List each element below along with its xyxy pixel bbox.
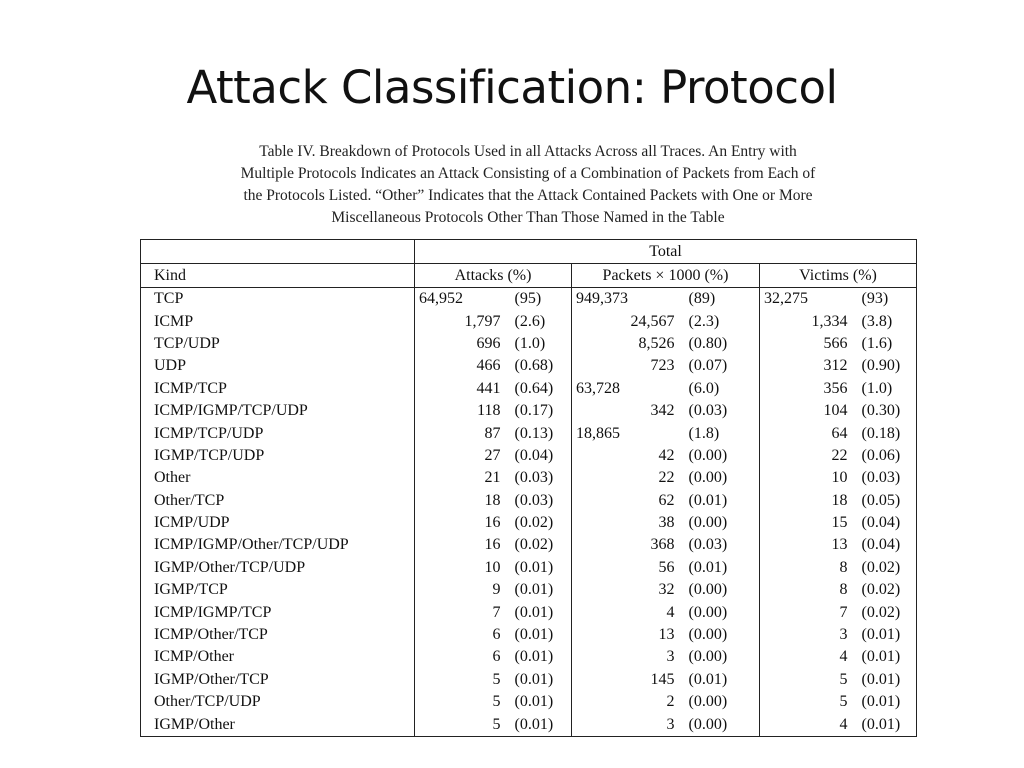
cell-victims: 4 — [760, 646, 852, 668]
cell-attacks: 21 — [415, 467, 505, 489]
cell-kind: Other/TCP/UDP — [154, 693, 261, 711]
cell-attacks: 9 — [415, 579, 505, 601]
cell-victims-pct: (93) — [861, 290, 889, 308]
cell-attacks-pct: (0.01) — [514, 670, 554, 688]
cell-kind: ICMP — [154, 312, 194, 330]
caption-line-4: Miscellaneous Protocols Other Than Those Named in the Table — [331, 209, 725, 226]
cell-kind: ICMP/Other/TCP — [154, 626, 268, 644]
table-row — [141, 355, 917, 377]
cell-attacks: 16 — [415, 512, 505, 534]
cell-packets-pct: (2.3) — [688, 312, 720, 330]
cell-attacks: 118 — [415, 400, 505, 422]
header-victims: Victims (%) — [760, 264, 917, 288]
cell-victims-pct: (0.06) — [861, 446, 901, 464]
slide-title: Attack Classification: Protocol — [186, 61, 838, 114]
table-row — [141, 422, 917, 444]
cell-kind: IGMP/TCP — [154, 581, 228, 599]
cell-packets: 62 — [572, 490, 679, 512]
header-attacks: Attacks (%) — [415, 264, 572, 288]
table-row — [141, 691, 917, 713]
cell-victims-pct: (0.04) — [861, 514, 901, 532]
cell-victims: 64 — [760, 422, 852, 444]
cell-packets-pct: (0.00) — [688, 626, 728, 644]
caption-line-1: Table IV. Breakdown of Protocols Used in all Attacks Across all Traces. An Entry with — [259, 143, 797, 160]
cell-attacks-pct: (1.0) — [514, 334, 546, 352]
cell-victims: 356 — [760, 378, 852, 400]
cell-kind: IGMP/TCP/UDP — [154, 446, 265, 464]
cell-packets-pct: (89) — [688, 290, 716, 308]
cell-packets-pct: (0.07) — [688, 357, 728, 375]
table-row — [141, 601, 917, 623]
cell-victims-pct: (1.0) — [861, 379, 893, 397]
cell-kind: ICMP/IGMP/TCP — [154, 603, 272, 621]
cell-victims-pct: (1.6) — [861, 334, 893, 352]
cell-attacks-pct: (0.68) — [514, 357, 554, 375]
cell-attacks: 87 — [415, 422, 505, 444]
table-row — [141, 713, 917, 736]
cell-victims-pct: (0.02) — [861, 581, 901, 599]
cell-attacks: 27 — [415, 445, 505, 467]
cell-attacks: 10 — [415, 557, 505, 579]
cell-victims: 32,275 — [760, 288, 852, 311]
cell-victims-pct: (0.01) — [861, 670, 901, 688]
cell-attacks-pct: (95) — [514, 290, 542, 308]
cell-attacks: 441 — [415, 378, 505, 400]
cell-packets: 949,373 — [572, 288, 679, 311]
table-caption — [140, 141, 916, 229]
cell-attacks-pct: (0.01) — [514, 558, 554, 576]
table-row — [141, 490, 917, 512]
cell-victims: 15 — [760, 512, 852, 534]
cell-victims-pct: (0.05) — [861, 491, 901, 509]
cell-attacks-pct: (0.01) — [514, 693, 554, 711]
table-row — [141, 310, 917, 332]
cell-victims: 18 — [760, 490, 852, 512]
cell-packets-pct: (6.0) — [688, 379, 720, 397]
cell-attacks-pct: (0.02) — [514, 514, 554, 532]
cell-attacks-pct: (0.01) — [514, 581, 554, 599]
group-header-row — [141, 240, 917, 264]
cell-victims-pct: (0.30) — [861, 402, 901, 420]
cell-victims-pct: (0.02) — [861, 558, 901, 576]
cell-kind: ICMP/IGMP/Other/TCP/UDP — [154, 536, 349, 554]
cell-victims-pct: (0.01) — [861, 626, 901, 644]
cell-packets-pct: (0.00) — [688, 715, 728, 733]
table-row — [141, 557, 917, 579]
table-row — [141, 646, 917, 668]
cell-packets-pct: (0.00) — [688, 581, 728, 599]
cell-packets-pct: (0.00) — [688, 648, 728, 666]
cell-packets-pct: (0.00) — [688, 514, 728, 532]
cell-packets: 368 — [572, 534, 679, 556]
cell-kind: Other — [154, 469, 191, 487]
cell-victims: 3 — [760, 624, 852, 646]
cell-victims: 13 — [760, 534, 852, 556]
cell-packets: 342 — [572, 400, 679, 422]
cell-attacks-pct: (0.01) — [514, 626, 554, 644]
header-total: Total — [415, 240, 917, 264]
table-row — [141, 445, 917, 467]
caption-line-2: Multiple Protocols Indicates an Attack Consisting of a Combination of Packets from Each of — [240, 165, 816, 182]
cell-packets: 2 — [572, 691, 679, 713]
cell-victims: 10 — [760, 467, 852, 489]
cell-attacks: 5 — [415, 691, 505, 713]
cell-victims-pct: (0.01) — [861, 693, 901, 711]
cell-packets-pct: (0.80) — [688, 334, 728, 352]
table-body — [141, 288, 917, 737]
cell-attacks-pct: (2.6) — [514, 312, 546, 330]
cell-attacks: 16 — [415, 534, 505, 556]
cell-attacks-pct: (0.04) — [514, 446, 554, 464]
cell-victims-pct: (0.01) — [861, 715, 901, 733]
table-row — [141, 378, 917, 400]
cell-attacks-pct: (0.64) — [514, 379, 554, 397]
cell-kind: ICMP/UDP — [154, 514, 230, 532]
cell-attacks-pct: (0.03) — [514, 491, 554, 509]
cell-attacks: 696 — [415, 333, 505, 355]
cell-packets: 63,728 — [572, 378, 679, 400]
cell-attacks: 18 — [415, 490, 505, 512]
table-row — [141, 534, 917, 556]
cell-packets-pct: (0.03) — [688, 402, 728, 420]
cell-victims: 312 — [760, 355, 852, 377]
table-row — [141, 400, 917, 422]
table-row — [141, 467, 917, 489]
cell-packets: 3 — [572, 646, 679, 668]
cell-kind: IGMP/Other/TCP — [154, 670, 269, 688]
cell-packets: 18,865 — [572, 422, 679, 444]
cell-victims-pct: (0.90) — [861, 357, 901, 375]
cell-victims-pct: (0.04) — [861, 536, 901, 554]
table-row — [141, 579, 917, 601]
cell-packets: 24,567 — [572, 310, 679, 332]
cell-packets: 723 — [572, 355, 679, 377]
cell-kind: UDP — [154, 357, 187, 375]
cell-kind: IGMP/Other/TCP/UDP — [154, 558, 306, 576]
cell-victims: 1,334 — [760, 310, 852, 332]
cell-packets: 4 — [572, 601, 679, 623]
cell-kind: ICMP/Other — [154, 648, 234, 666]
cell-victims: 7 — [760, 601, 852, 623]
cell-packets-pct: (1.8) — [688, 424, 720, 442]
cell-packets-pct: (0.01) — [688, 491, 728, 509]
cell-packets: 8,526 — [572, 333, 679, 355]
cell-attacks-pct: (0.01) — [514, 603, 554, 621]
cell-victims-pct: (0.18) — [861, 424, 901, 442]
cell-attacks: 7 — [415, 601, 505, 623]
table-row — [141, 624, 917, 646]
cell-attacks-pct: (0.01) — [514, 648, 554, 666]
header-kind: Kind — [141, 264, 415, 288]
cell-attacks-pct: (0.17) — [514, 402, 554, 420]
cell-victims: 104 — [760, 400, 852, 422]
cell-victims: 8 — [760, 579, 852, 601]
cell-attacks: 6 — [415, 624, 505, 646]
cell-packets: 13 — [572, 624, 679, 646]
cell-kind: ICMP/TCP/UDP — [154, 424, 264, 442]
cell-packets-pct: (0.01) — [688, 558, 728, 576]
cell-packets-pct: (0.00) — [688, 693, 728, 711]
table-row — [141, 669, 917, 691]
cell-victims: 4 — [760, 713, 852, 736]
cell-packets-pct: (0.01) — [688, 670, 728, 688]
cell-attacks-pct: (0.01) — [514, 715, 554, 733]
protocol-table — [140, 239, 917, 737]
cell-attacks-pct: (0.02) — [514, 536, 554, 554]
cell-attacks: 5 — [415, 713, 505, 736]
cell-packets-pct: (0.00) — [688, 446, 728, 464]
cell-packets: 3 — [572, 713, 679, 736]
cell-victims: 566 — [760, 333, 852, 355]
cell-packets-pct: (0.00) — [688, 603, 728, 621]
cell-attacks-pct: (0.03) — [514, 469, 554, 487]
cell-packets-pct: (0.00) — [688, 469, 728, 487]
header-blank — [141, 240, 415, 264]
cell-victims-pct: (0.01) — [861, 648, 901, 666]
cell-victims: 5 — [760, 691, 852, 713]
cell-kind: TCP — [154, 290, 184, 308]
cell-kind: ICMP/IGMP/TCP/UDP — [154, 402, 308, 420]
cell-attacks: 5 — [415, 669, 505, 691]
cell-victims-pct: (0.02) — [861, 603, 901, 621]
cell-packets: 56 — [572, 557, 679, 579]
cell-victims: 5 — [760, 669, 852, 691]
header-packets: Packets × 1000 (%) — [572, 264, 760, 288]
cell-packets: 22 — [572, 467, 679, 489]
cell-victims-pct: (0.03) — [861, 469, 901, 487]
cell-kind: Other/TCP — [154, 491, 225, 509]
table-row — [141, 333, 917, 355]
cell-packets: 42 — [572, 445, 679, 467]
cell-attacks: 1,797 — [415, 310, 505, 332]
cell-packets: 38 — [572, 512, 679, 534]
cell-kind: TCP/UDP — [154, 334, 220, 352]
cell-attacks-pct: (0.13) — [514, 424, 554, 442]
cell-packets-pct: (0.03) — [688, 536, 728, 554]
cell-victims-pct: (3.8) — [861, 312, 893, 330]
column-header-row — [141, 264, 917, 288]
cell-attacks: 466 — [415, 355, 505, 377]
cell-packets: 32 — [572, 579, 679, 601]
table-row — [141, 288, 917, 311]
cell-victims: 22 — [760, 445, 852, 467]
cell-victims: 8 — [760, 557, 852, 579]
cell-kind: IGMP/Other — [154, 715, 235, 733]
cell-packets: 145 — [572, 669, 679, 691]
cell-kind: ICMP/TCP — [154, 379, 227, 397]
cell-attacks: 6 — [415, 646, 505, 668]
cell-attacks: 64,952 — [415, 288, 505, 311]
table-row — [141, 512, 917, 534]
caption-line-3: the Protocols Listed. “Other” Indicates that the Attack Contained Packets with One or More — [243, 187, 813, 204]
